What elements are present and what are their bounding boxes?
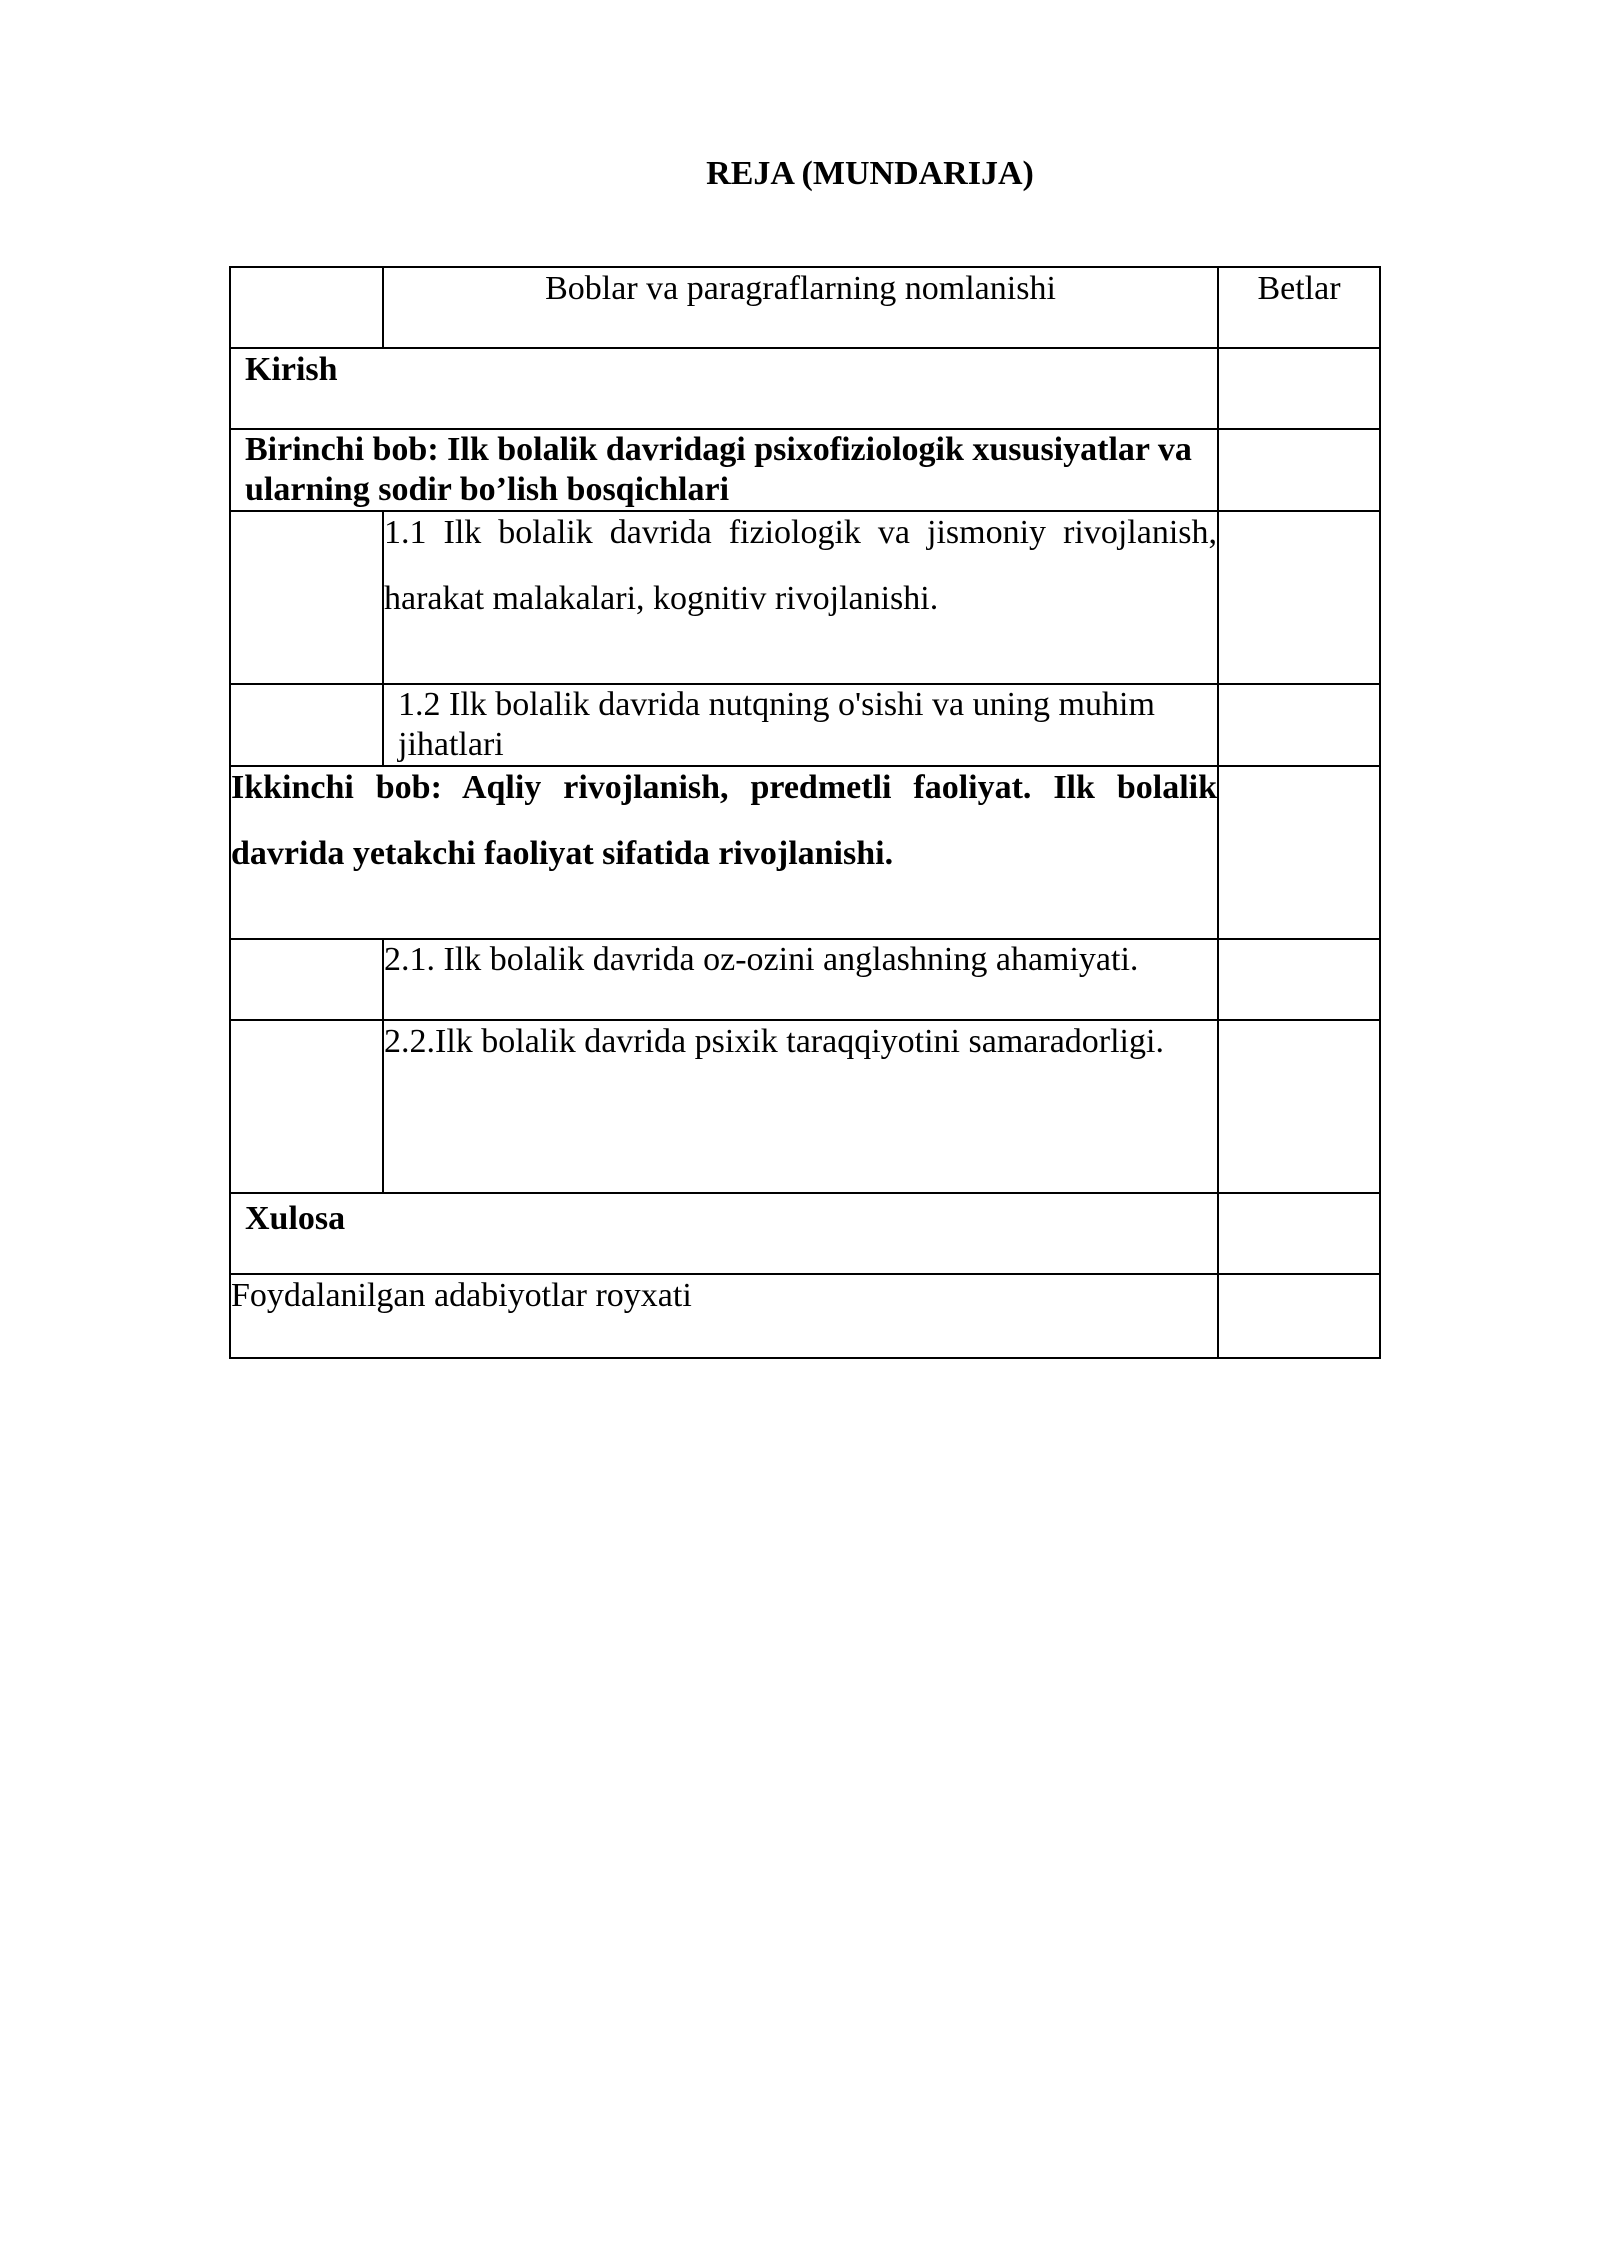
section1-1-label: 1.1 Ilk bolalik davrida fiziologik va jismoniy rivojlanish, harakat malakalari, kognitiv rivojlanishi. xyxy=(384,514,1217,617)
references-label: Foydalanilgan adabiyotlar royxati xyxy=(231,1277,692,1314)
section2-1-cell xyxy=(383,939,1218,1020)
section2-2-cell xyxy=(383,1020,1218,1193)
section1-1-page-cell xyxy=(1218,511,1380,684)
section2-2-label: 2.2.Ilk bolalik davrida psixik taraqqiyotini samaradorligi. xyxy=(384,1023,1164,1060)
section1-1-indent-cell xyxy=(230,511,383,684)
section2-2-indent-cell xyxy=(230,1020,383,1193)
table-row-section1-2 xyxy=(230,684,1380,766)
header-title-cell xyxy=(383,267,1218,348)
header-empty-cell xyxy=(230,267,383,348)
chapter1-label: Birinchi bob: Ilk bolalik davridagi psixofiziologik xususiyatlar va ularning sodir bo’lish bosqichlari xyxy=(245,431,1192,508)
table-row-references xyxy=(230,1274,1380,1358)
header-title-label: Boblar va paragraflarning nomlanishi xyxy=(545,270,1056,307)
table-row-chapter1 xyxy=(230,429,1380,511)
section2-2-page-cell xyxy=(1218,1020,1380,1193)
references-cell xyxy=(230,1274,1218,1358)
chapter2-cell xyxy=(230,766,1218,939)
intro-cell xyxy=(230,348,1218,429)
page-title: REJA (MUNDARIJA) xyxy=(706,155,1034,192)
section1-1-cell xyxy=(383,511,1218,684)
section2-1-label: 2.1. Ilk bolalik davrida oz-ozini anglashning ahamiyati. xyxy=(384,941,1139,978)
section1-2-cell xyxy=(383,684,1218,766)
table-row-chapter2 xyxy=(230,766,1380,939)
section1-2-label: 1.2 Ilk bolalik davrida nutqning o'sishi va uning muhim jihatlari xyxy=(398,686,1155,763)
table-header-row xyxy=(230,267,1380,348)
conclusion-page-cell xyxy=(1218,1193,1380,1274)
conclusion-label: Xulosa xyxy=(245,1200,346,1237)
table-row-section2-1 xyxy=(230,939,1380,1020)
intro-page-cell xyxy=(1218,348,1380,429)
table-row-section1-1 xyxy=(230,511,1380,684)
conclusion-cell xyxy=(230,1193,1218,1274)
header-pages-cell xyxy=(1218,267,1380,348)
table-row-conclusion xyxy=(230,1193,1380,1274)
section1-2-indent-cell xyxy=(230,684,383,766)
chapter2-label: Ikkinchi bob: Aqliy rivojlanish, predmetli faoliyat. Ilk bolalik davrida yetakchi faoliyat sifatida rivojlanishi. xyxy=(231,769,1217,872)
table-row-section2-2 xyxy=(230,1020,1380,1193)
section1-2-page-cell xyxy=(1218,684,1380,766)
chapter1-cell xyxy=(230,429,1218,511)
section2-1-indent-cell xyxy=(230,939,383,1020)
chapter1-page-cell xyxy=(1218,429,1380,511)
intro-label: Kirish xyxy=(245,351,338,388)
references-page-cell xyxy=(1218,1274,1380,1358)
section2-1-page-cell xyxy=(1218,939,1380,1020)
contents-table xyxy=(229,266,1381,1359)
chapter2-page-cell xyxy=(1218,766,1380,939)
table-row-intro xyxy=(230,348,1380,429)
header-pages-label: Betlar xyxy=(1257,270,1341,307)
